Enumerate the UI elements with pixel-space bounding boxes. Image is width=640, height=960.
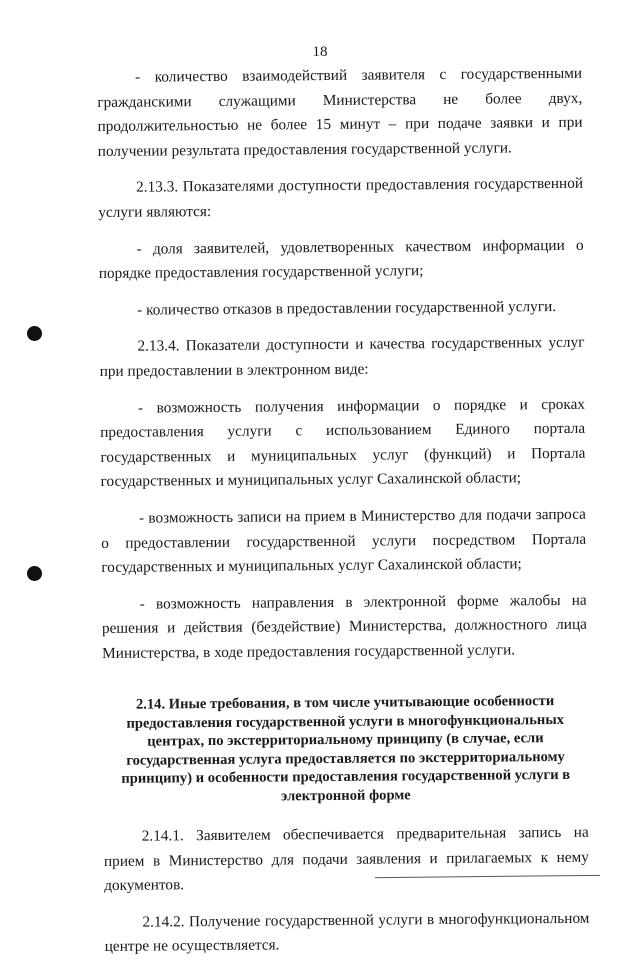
paragraph-interactions: - количество взаимодействий заявителя с государственными гражданскими служащими Министерства не более двух, продолжительностью не более 15 минут – при подаче заявки и при получении результата предоставления государственной услуги. [97,64,583,160]
paragraph-2-14-2: 2.14.2. Получение государственной услуги в многофункциональном центре не осуществляется. [104,909,590,956]
paragraph-2-13-4: 2.13.4. Показатели доступности и качества государственных услуг при предоставлении в электронном виде: [99,334,585,380]
document-body [97,62,590,960]
paragraph-2-14-1: 2.14.1. Заявителем обеспечивается предварительная запись на прием в Министерство для подачи заявления и прилагаемых к нему документов. [103,823,589,895]
page-number: 18 [312,44,328,60]
paragraph-share-of-applicants: - доля заявителей, удовлетворенных качеством информации о порядке предоставления государственной услуги; [98,236,584,283]
paragraph-complaint: - возможность направления в электронной форме жалобы на решения и действия (бездействие) Министерства, должностного лица Министерства, в ходе предоставления государственной услуги. [101,591,587,662]
paragraph-appointment: - возможность записи на прием в Министерство для подачи запроса о предоставлении государственной услуги посредством Портала государственных и муниципальных услуг Сахалинской области; [101,505,587,577]
punch-hole-top [27,326,42,341]
punch-hole-bottom [27,566,42,581]
paragraph-2-13-3: 2.13.3. Показателями доступности предоставления государственной услуги являются: [98,175,584,221]
paragraph-refusals-count: - количество отказов в предоставлении государственной услуги. [137,297,557,319]
section-heading-2-14: 2.14. Иные требования, в том числе учитывающие особенности предоставления государственной услуги в многофункциональных центрах, по экстерриториальному принципу (в случае, если государственная услуга предоставляется по экстерриториальному принципу) и особенности предоставления государственной услуги в электронной форме [121,693,571,804]
paragraph-info-access: - возможность получения информации о порядке и сроках предоставления услуги с использованием Единого портала государственных и муниципальных услуг (функций) и Портала государственных и муниципальных услуг Сахалинской области; [100,395,586,491]
